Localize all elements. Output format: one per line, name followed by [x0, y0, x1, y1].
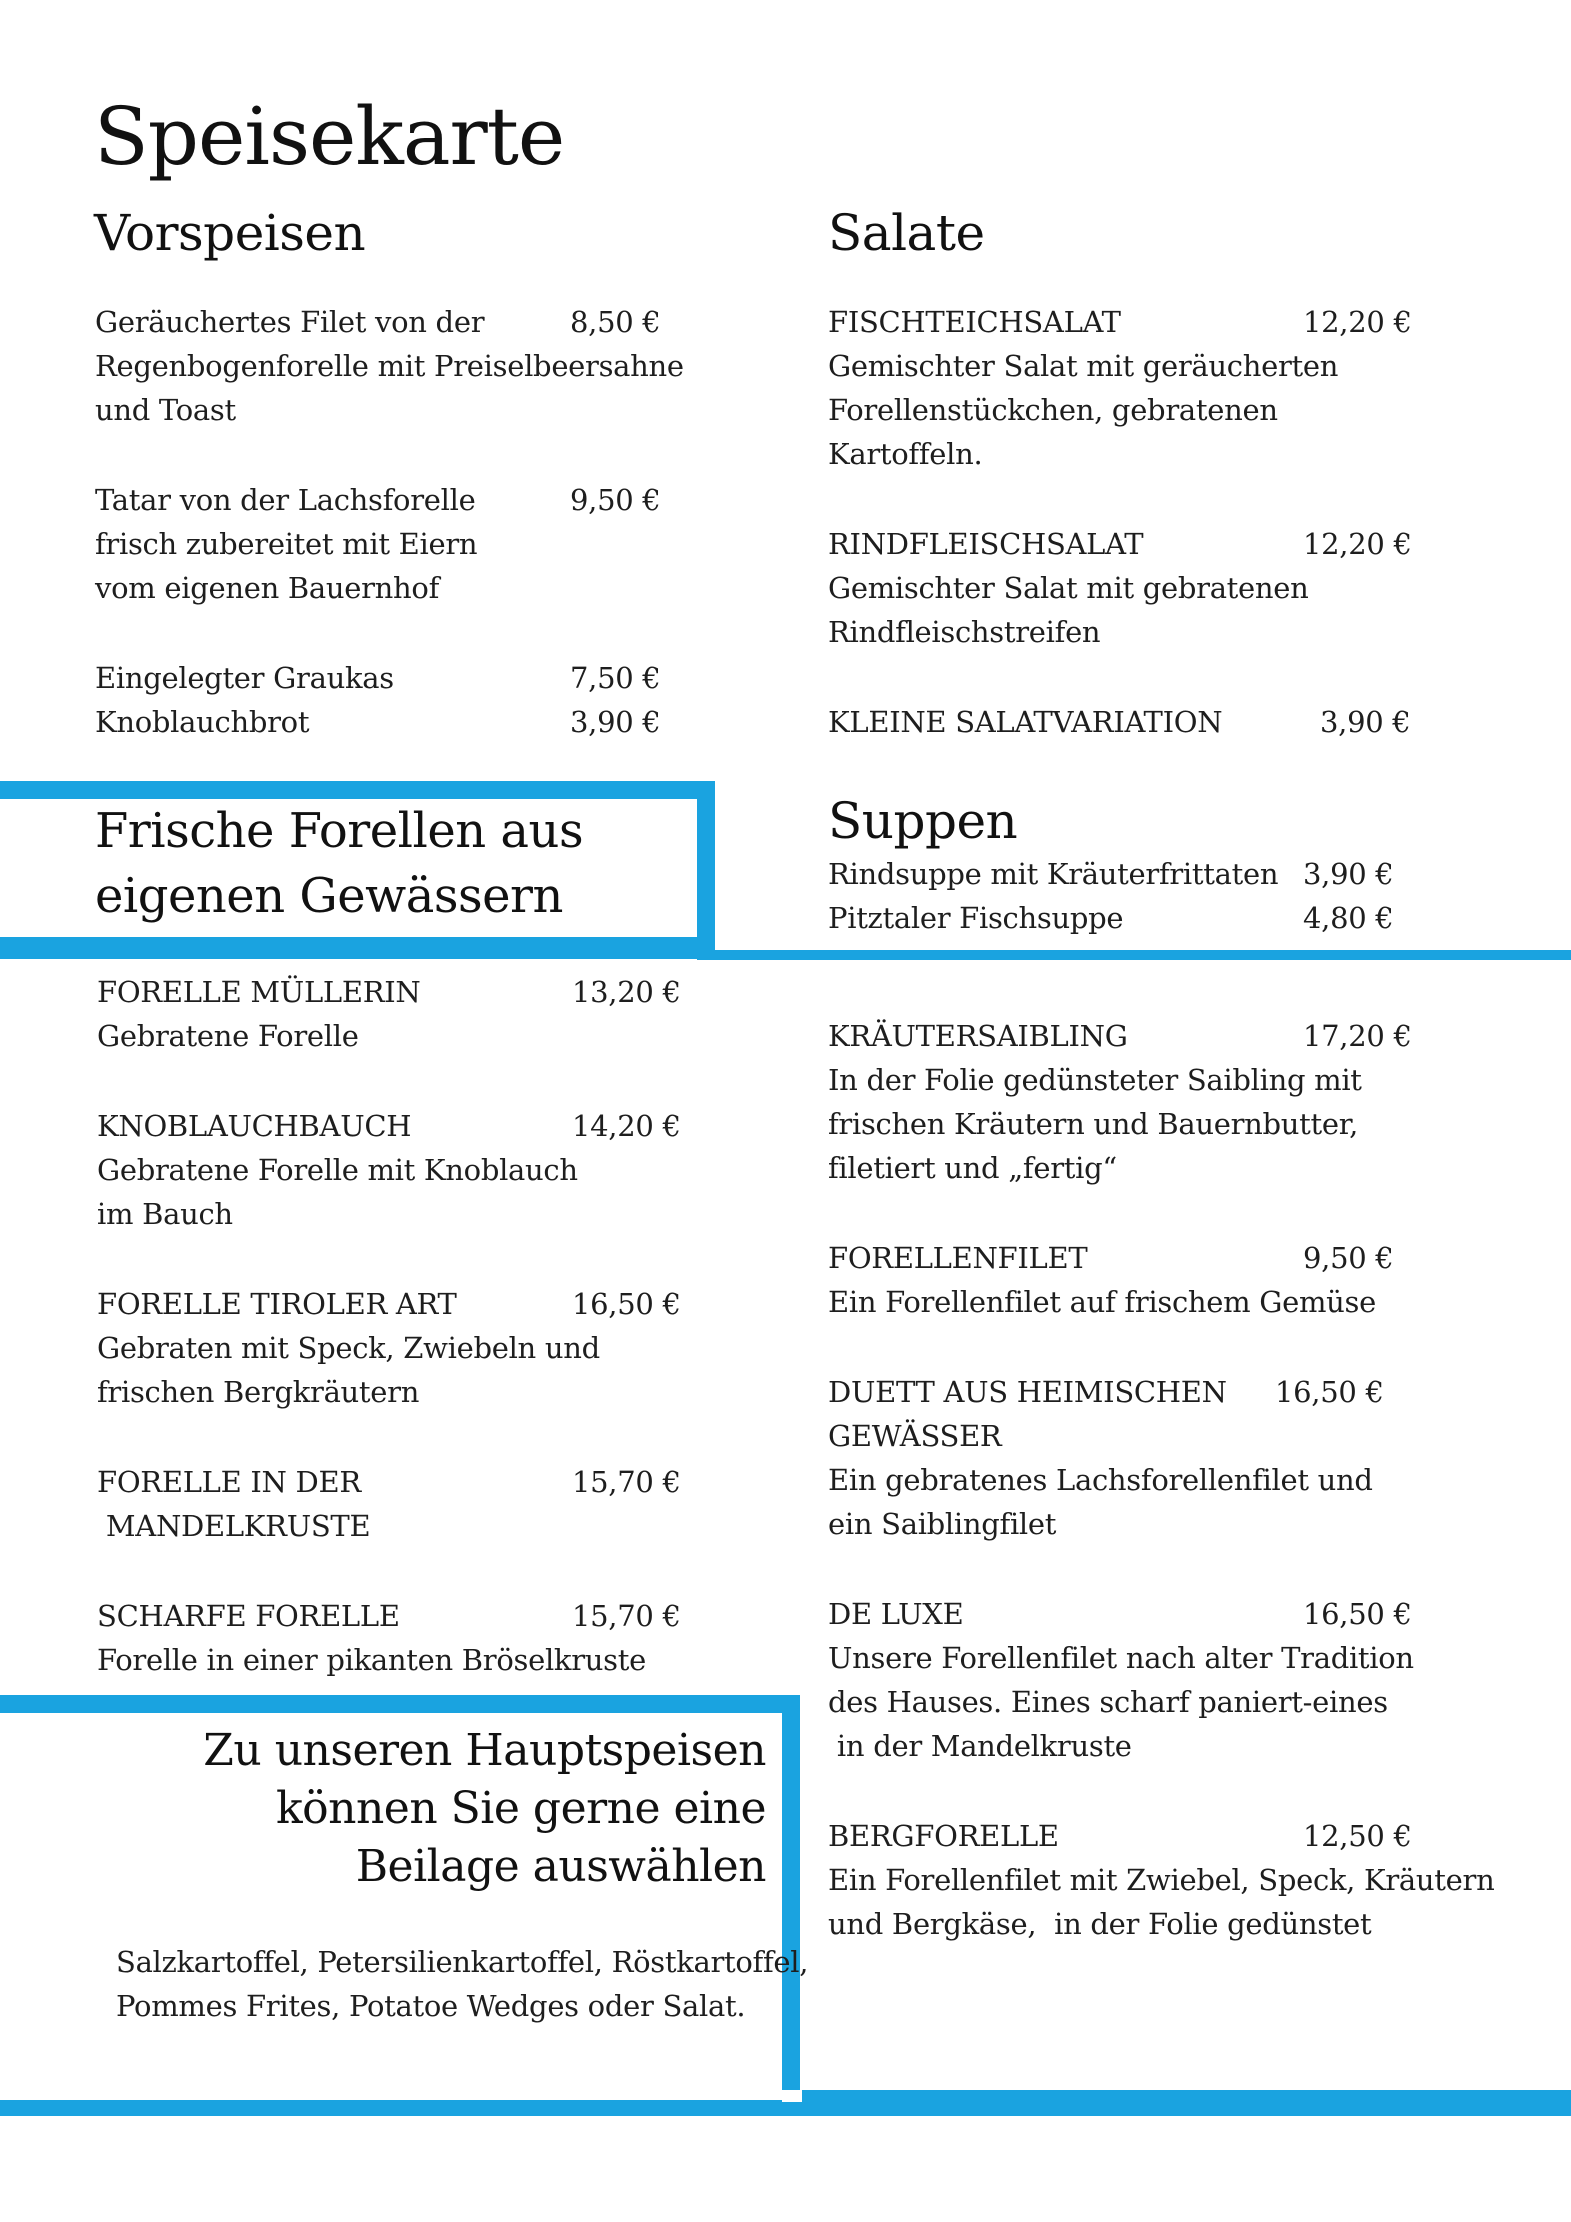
frame-bottom-gap [782, 2090, 802, 2102]
haupt-4-desc-1: Unsere Forellenfilet nach alter Tradition [828, 1641, 1414, 1675]
vorspeise-1-line-3: und Toast [95, 393, 236, 427]
haupt-3-name-1: DUETT AUS HEIMISCHEN [828, 1375, 1227, 1409]
frame-lower-vertical [782, 1695, 800, 2115]
vorspeise-3-price: 7,50 € [570, 661, 661, 695]
vorspeise-4-price: 3,90 € [570, 705, 661, 739]
forellen-heading-line-1: Frische Forellen aus [95, 803, 584, 859]
haupt-1-price: 17,20 € [1303, 1019, 1412, 1053]
frame-right-divider [697, 950, 1571, 960]
haupt-2-name: FORELLENFILET [828, 1241, 1088, 1275]
haupt-4-name: DE LUXE [828, 1597, 964, 1631]
forelle-4-name-1: FORELLE IN DER [97, 1465, 361, 1499]
salat-1-line-2: Gemischter Salat mit geräucherten [828, 349, 1339, 383]
frame-top-right-vertical [697, 781, 715, 946]
forelle-5-name: SCHARFE FORELLE [97, 1599, 400, 1633]
vorspeise-3-name: Eingelegter Graukas [95, 661, 394, 695]
forelle-1-price: 13,20 € [572, 975, 681, 1009]
haupt-5-price: 12,50 € [1303, 1819, 1412, 1853]
vorspeisen-heading: Vorspeisen [94, 204, 366, 262]
forelle-3-name: FORELLE TIROLER ART [97, 1287, 457, 1321]
beilagen-text-2: Pommes Frites, Potatoe Wedges oder Salat. [116, 1989, 746, 2023]
suppe-1-name: Rindsuppe mit Kräuterfrittaten [828, 857, 1279, 891]
forelle-5-price: 15,70 € [572, 1599, 681, 1633]
haupt-5-desc-2: und Bergkäse, in der Folie gedünstet [828, 1907, 1372, 1941]
haupt-1-desc-3: filetiert und „fertig“ [828, 1151, 1117, 1185]
haupt-1-desc-2: frischen Kräutern und Bauernbutter, [828, 1107, 1359, 1141]
forellen-heading-line-2: eigenen Gewässern [95, 868, 563, 924]
haupt-4-price: 16,50 € [1303, 1597, 1412, 1631]
vorspeise-2-price: 9,50 € [570, 483, 661, 517]
forelle-2-desc-2: im Bauch [97, 1197, 233, 1231]
forelle-4-name-2: MANDELKRUSTE [97, 1509, 371, 1543]
salat-2-line-2: Gemischter Salat mit gebratenen [828, 571, 1309, 605]
haupt-3-desc-1: Ein gebratenes Lachsforellenfilet und [828, 1463, 1373, 1497]
forelle-3-price: 16,50 € [572, 1287, 681, 1321]
salat-1-line-1: FISCHTEICHSALAT [828, 305, 1121, 339]
beilagen-heading-line-1: Zu unseren Hauptspeisen [203, 1725, 766, 1776]
salate-heading: Salate [828, 204, 985, 262]
salat-2-line-1: RINDFLEISCHSALAT [828, 527, 1144, 561]
vorspeise-2-line-1: Tatar von der Lachsforelle [95, 483, 476, 517]
suppe-2-name: Pitztaler Fischsuppe [828, 901, 1124, 935]
page-title: Speisekarte [94, 90, 565, 183]
beilagen-heading-line-3: Beilage auswählen [355, 1841, 766, 1892]
forelle-2-price: 14,20 € [572, 1109, 681, 1143]
frame-bottom-connector [800, 2090, 1571, 2116]
forelle-2-name: KNOBLAUCHBAUCH [97, 1109, 412, 1143]
suppe-1-price: 3,90 € [1303, 857, 1394, 891]
haupt-2-desc: Ein Forellenfilet auf frischem Gemüse [828, 1285, 1376, 1319]
vorspeise-1-line-1: Geräuchertes Filet von der [95, 305, 485, 339]
haupt-3-desc-2: ein Saiblingfilet [828, 1507, 1057, 1541]
salat-2-price: 12,20 € [1303, 527, 1412, 561]
haupt-1-desc-1: In der Folie gedünsteter Saibling mit [828, 1063, 1362, 1097]
forelle-3-desc-1: Gebraten mit Speck, Zwiebeln und [97, 1331, 600, 1365]
salat-1-line-3: Forellenstückchen, gebratenen [828, 393, 1278, 427]
forelle-1-desc: Gebratene Forelle [97, 1019, 359, 1053]
haupt-4-desc-3: in der Mandelkruste [828, 1729, 1132, 1763]
vorspeise-4-name: Knoblauchbrot [95, 705, 310, 739]
frame-mid-left [0, 937, 715, 959]
haupt-3-price: 16,50 € [1275, 1375, 1384, 1409]
haupt-5-desc-1: Ein Forellenfilet mit Zwiebel, Speck, Kräutern [828, 1863, 1495, 1897]
forelle-5-desc: Forelle in einer pikanten Bröselkruste [97, 1643, 646, 1677]
haupt-1-name: KRÄUTERSAIBLING [828, 1019, 1128, 1053]
forelle-2-desc-1: Gebratene Forelle mit Knoblauch [97, 1153, 578, 1187]
haupt-4-desc-2: des Hauses. Eines scharf paniert-eines [828, 1685, 1388, 1719]
beilagen-text-1: Salzkartoffel, Petersilienkartoffel, Röstkartoffel, [116, 1945, 809, 1979]
frame-lower-divider [0, 1695, 800, 1713]
haupt-5-name: BERGFORELLE [828, 1819, 1059, 1853]
vorspeise-1-price: 8,50 € [570, 305, 661, 339]
frame-top-left [0, 781, 715, 799]
salat-1-line-4: Kartoffeln. [828, 437, 983, 471]
salat-3-price: 3,90 € [1320, 705, 1411, 739]
suppen-heading: Suppen [828, 792, 1018, 850]
vorspeise-2-line-3: vom eigenen Bauernhof [95, 571, 440, 605]
salat-3-name: KLEINE SALATVARIATION [828, 705, 1223, 739]
forelle-3-desc-2: frischen Bergkräutern [97, 1375, 420, 1409]
forelle-1-name: FORELLE MÜLLERIN [97, 975, 421, 1009]
salat-1-price: 12,20 € [1303, 305, 1412, 339]
forelle-4-price: 15,70 € [572, 1465, 681, 1499]
beilagen-heading-line-2: können Sie gerne eine [275, 1783, 766, 1834]
vorspeise-2-line-2: frisch zubereitet mit Eiern [95, 527, 478, 561]
salat-2-line-3: Rindfleischstreifen [828, 615, 1101, 649]
haupt-3-name-2: GEWÄSSER [828, 1419, 1002, 1453]
haupt-2-price: 9,50 € [1303, 1241, 1394, 1275]
suppe-2-price: 4,80 € [1303, 901, 1394, 935]
vorspeise-1-line-2: Regenbogenforelle mit Preiselbeersahne [95, 349, 684, 383]
